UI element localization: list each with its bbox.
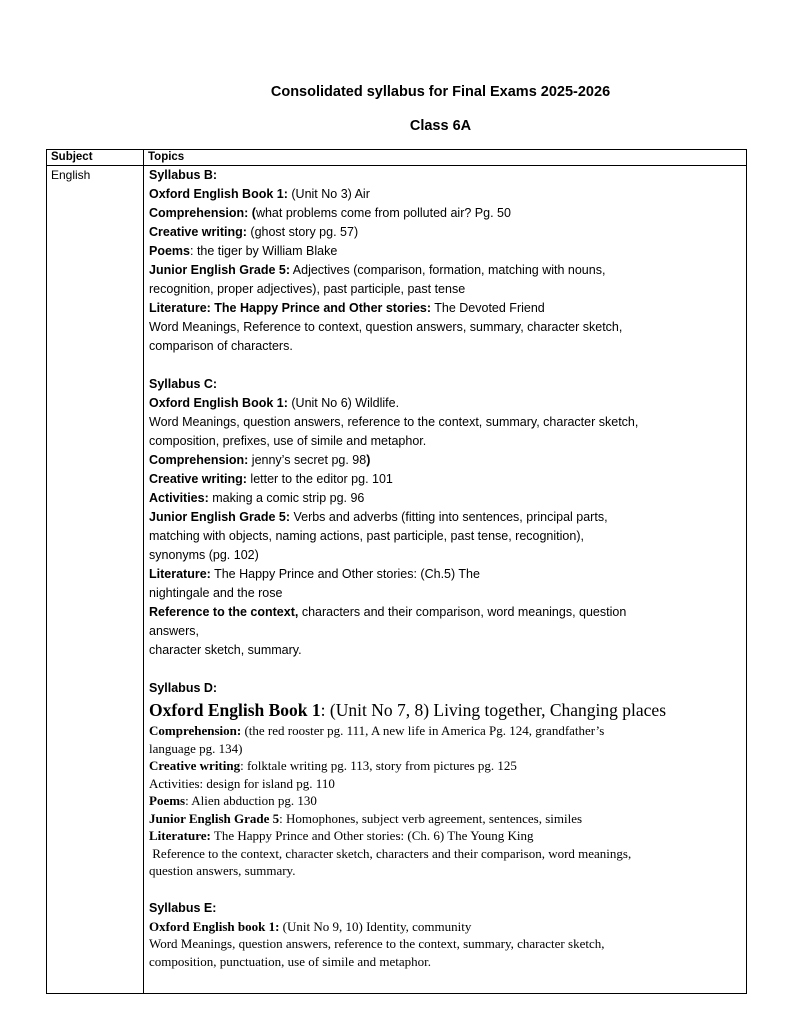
text: (the red rooster pg. 111, A new life in America Pg. 124, grandfather’s xyxy=(241,723,605,738)
syllabus-table xyxy=(46,149,747,994)
class-heading: Class 6A xyxy=(409,118,472,134)
text: The Happy Prince and Other stories: (Ch. 6) The Young King xyxy=(210,828,534,843)
text: The Devoted Friend xyxy=(431,301,545,315)
label: Reference to the context, xyxy=(149,605,299,619)
text: Reference to the context, character sketch, characters and their comparison, word meanings, xyxy=(149,845,632,861)
text: nightingale and the rose xyxy=(149,586,283,600)
text: what problems come from polluted air? Pg. 50 xyxy=(255,206,511,220)
label: Oxford English Book 1: xyxy=(149,187,288,201)
header-subject: Subject xyxy=(47,150,144,166)
text: : Alien abduction pg. 130 xyxy=(185,793,317,808)
text: Word Meanings, question answers, reference to the context, summary, character sketch, xyxy=(149,415,639,429)
label: Oxford English Book 1: xyxy=(149,396,288,410)
label: Comprehension: xyxy=(149,453,249,467)
text: character sketch, summary. xyxy=(149,643,302,657)
syllabus-c-heading: Syllabus C: xyxy=(149,377,218,391)
text: Word Meanings, Reference to context, question answers, summary, character sketch, xyxy=(149,320,623,334)
syllabus-b-heading: Syllabus B: xyxy=(149,168,218,182)
subject-cell: English xyxy=(47,166,144,994)
text: letter to the editor pg. 101 xyxy=(246,472,393,486)
text: (Unit No 3) Air xyxy=(287,187,370,201)
label: Activities: xyxy=(149,491,209,505)
page-title: Consolidated syllabus for Final Exams 2025-2026 xyxy=(270,84,611,100)
label: Poems xyxy=(149,793,186,808)
label: Oxford English Book 1 xyxy=(149,700,321,720)
label: Junior English Grade 5: xyxy=(149,263,290,277)
text: Word Meanings, question answers, reference to the context, summary, character sketch, xyxy=(149,936,605,951)
syllabus-d-heading: Syllabus D: xyxy=(149,681,218,695)
text: composition, prefixes, use of simile and metaphor. xyxy=(149,434,427,448)
label: Literature: The Happy Prince and Other stories: xyxy=(149,301,432,315)
label: Comprehension: ( xyxy=(149,206,256,220)
label: Literature: xyxy=(149,567,211,581)
text: (Unit No 6) Wildlife. xyxy=(287,396,400,410)
label: Oxford English book 1: xyxy=(149,918,280,934)
text: Verbs and adverbs (fitting into sentences, principal parts, xyxy=(290,510,608,524)
label: Poems xyxy=(149,244,190,258)
text: synonyms (pg. 102) xyxy=(149,548,259,562)
label: Literature: xyxy=(149,828,211,843)
text: Adjectives (comparison, formation, matching with nouns, xyxy=(290,263,606,277)
text: (ghost story pg. 57) xyxy=(246,225,359,239)
text: ) xyxy=(366,453,371,467)
label: Creative writing xyxy=(149,758,241,773)
text: Activities: design for island pg. 110 xyxy=(149,775,335,791)
text: : folktale writing pg. 113, story from pictures pg. 125 xyxy=(240,758,517,773)
text: : Homophones, subject verb agreement, sentences, similes xyxy=(279,810,583,826)
text: comparison of characters. xyxy=(149,339,293,353)
text: : (Unit No 7, 8) Living together, Changing places xyxy=(320,700,666,720)
label: Junior English Grade 5: xyxy=(149,510,290,524)
text: question answers, summary. xyxy=(149,863,296,878)
topics-cell xyxy=(144,166,747,994)
text: matching with objects, naming actions, past participle, past tense, recognition), xyxy=(149,529,584,543)
syllabus-b xyxy=(149,166,746,356)
text: language pg. 134) xyxy=(149,740,243,756)
table-header-row xyxy=(47,150,747,166)
text: jenny’s secret pg. 98 xyxy=(248,453,367,467)
text: making a comic strip pg. 96 xyxy=(208,491,365,505)
text: The Happy Prince and Other stories: (Ch.5) The xyxy=(210,567,480,581)
text: recognition, proper adjectives), past participle, past tense xyxy=(149,282,466,296)
syllabus-c xyxy=(149,375,746,660)
syllabus-d xyxy=(149,679,746,880)
label: Creative writing: xyxy=(149,225,247,239)
syllabus-e-heading: Syllabus E: xyxy=(149,900,217,915)
text: : the tiger by William Blake xyxy=(190,244,338,258)
header-topics: Topics xyxy=(144,150,747,166)
text: characters and their comparison, word meanings, question xyxy=(298,605,627,619)
label: Junior English Grade 5 xyxy=(149,810,280,826)
text: answers, xyxy=(149,624,200,638)
label: Creative writing: xyxy=(149,472,247,486)
label: Comprehension: xyxy=(149,723,242,738)
table-row xyxy=(47,166,747,994)
text: (Unit No 9, 10) Identity, community xyxy=(279,918,472,934)
syllabus-e xyxy=(149,899,746,971)
text: composition, punctuation, use of simile and metaphor. xyxy=(149,953,431,969)
